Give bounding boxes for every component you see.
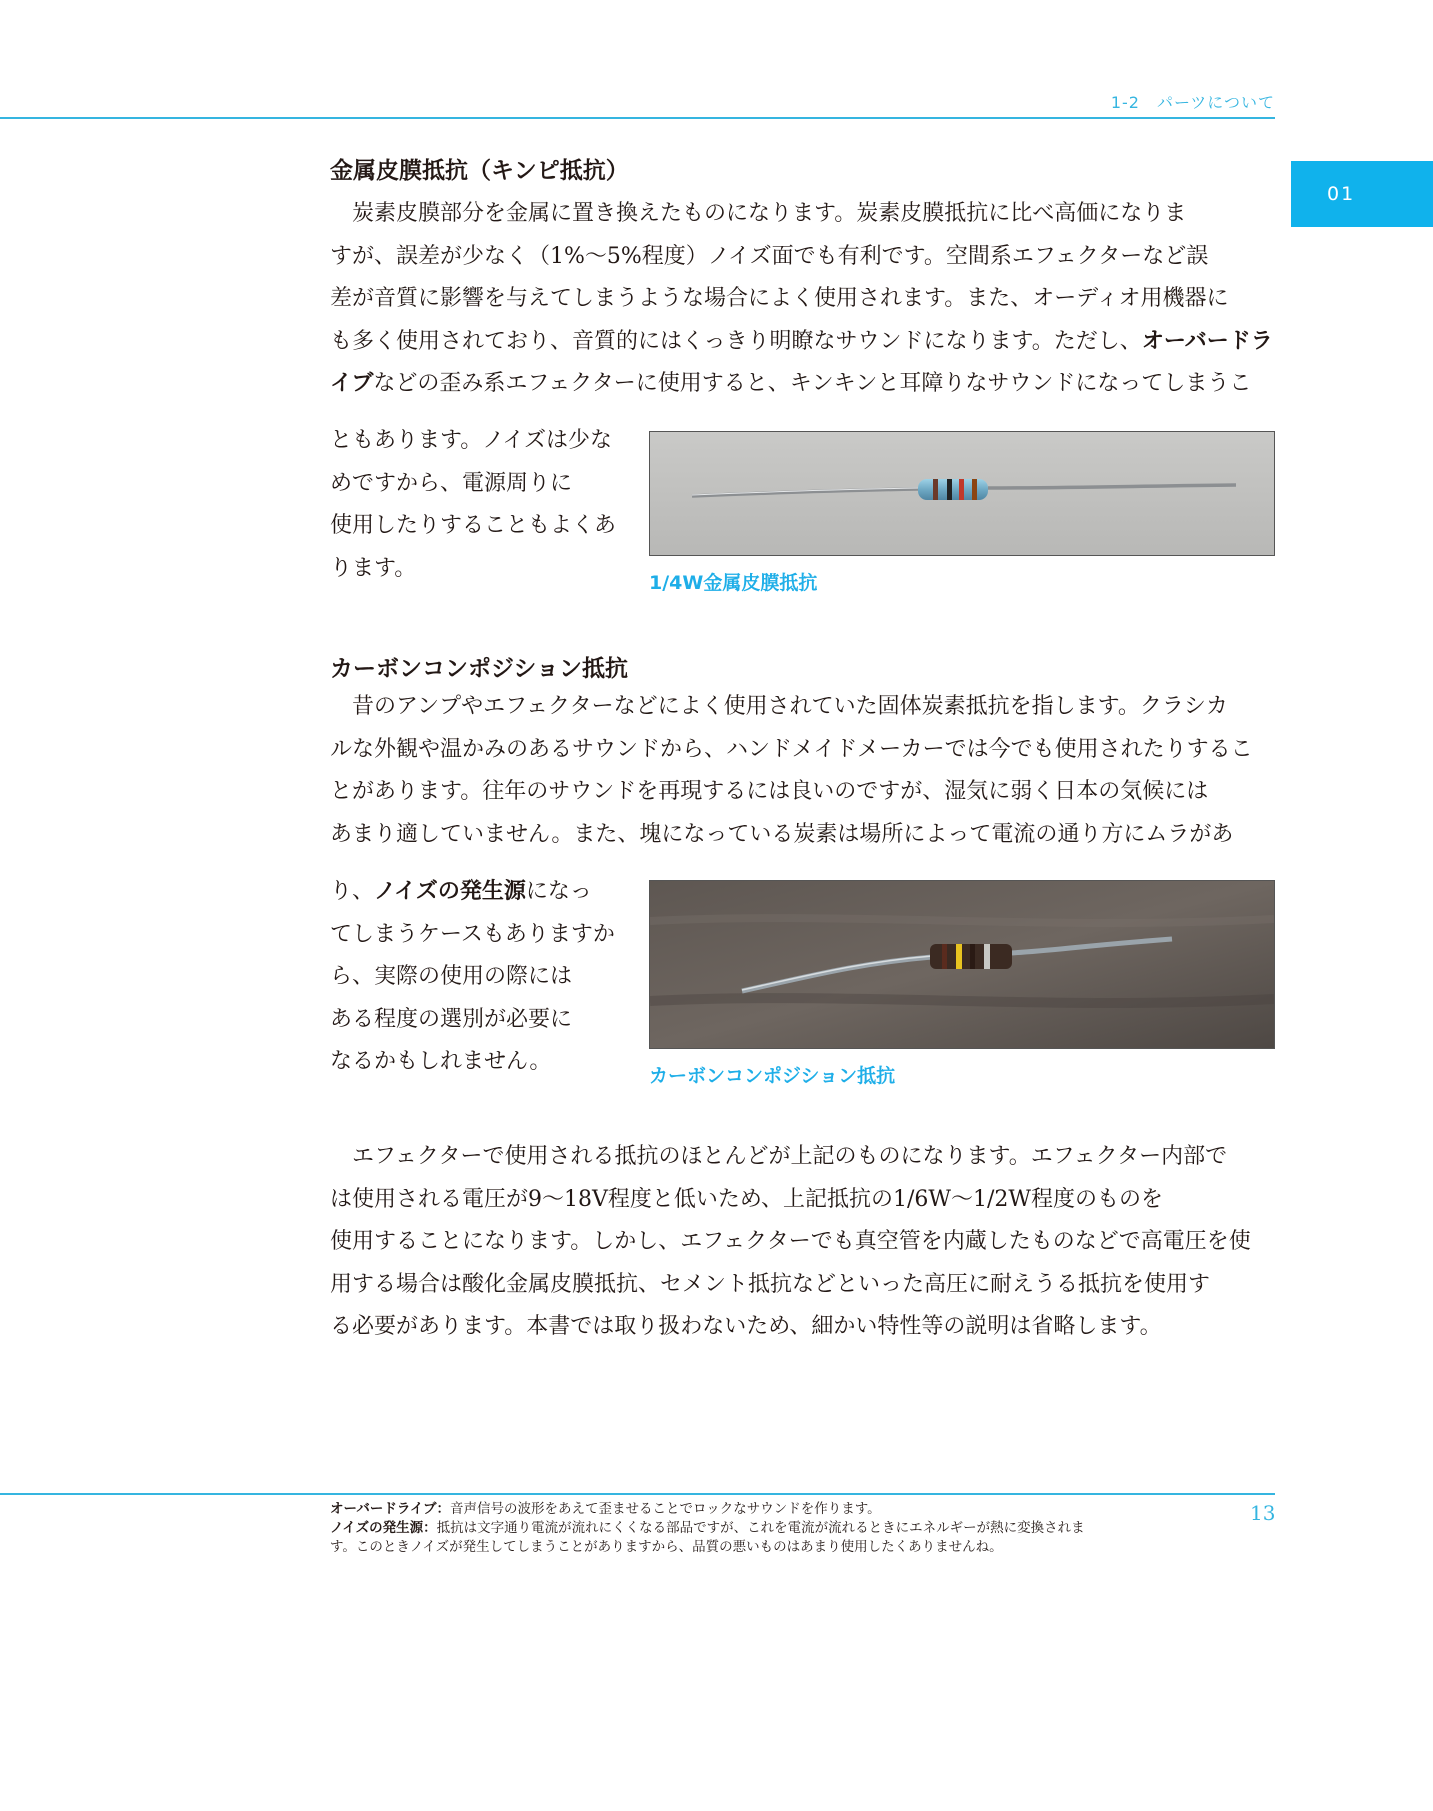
running-head: 1-2 パーツについて	[1110, 93, 1275, 112]
chapter-tab: 01	[1291, 161, 1433, 227]
text-line	[330, 321, 1275, 364]
text-line: ルな外観や温かみのあるサウンドから、ハンドメイドメーカーでは今でも使用されたりするこ	[330, 736, 1253, 762]
text-line: めですから、電源周りに	[330, 470, 573, 496]
text-span: などの歪み系エフェクターに使用すると、キンキンと耳障りなサウンドになってしまうこ	[373, 371, 1252, 396]
text-line: てしまうケースもありますか	[330, 921, 615, 947]
text-line: すが、誤差が少なく（1%〜5%程度）ノイズ面でも有利です。空間系エフェクターなど誤	[330, 243, 1209, 269]
term-overdrive: オーバードラ	[1141, 328, 1273, 354]
page-number: 13	[1250, 1501, 1276, 1525]
text-line: ある程度の選別が必要に	[330, 1006, 573, 1032]
carbon-composition-resistor-photo	[649, 880, 1275, 1049]
figure1-caption: 1/4W金属皮膜抵抗	[649, 572, 818, 594]
figure2-caption: カーボンコンポジション抵抗	[649, 1065, 896, 1087]
text-line	[330, 871, 620, 914]
term-overdrive-cont: イブ	[330, 371, 374, 396]
section2-heading: カーボンコンポジション抵抗	[330, 656, 628, 682]
resistor-illustration	[650, 432, 1274, 555]
section3-paragraph	[330, 1136, 1275, 1349]
text-line: とがあります。往年のサウンドを再現するには良いのですが、湿気に弱く日本の気候には	[330, 779, 1209, 804]
section2-paragraph	[330, 686, 1275, 856]
text-span: り、	[330, 879, 375, 904]
section2-wrap-text	[330, 871, 620, 1084]
header-rule	[0, 117, 1275, 119]
text-line: る必要があります。本書では取り扱わないため、細かい特性等の説明は省略します。	[330, 1314, 1162, 1339]
text-line: ら、実際の使用の際には	[330, 964, 573, 989]
metal-film-resistor-photo	[649, 431, 1275, 556]
term-noise-source: ノイズの発生源	[374, 879, 526, 904]
footnote-overdrive	[330, 1501, 881, 1518]
text-line: なるかもしれません。	[330, 1049, 552, 1074]
footer-rule	[0, 1493, 1275, 1495]
text-line: は使用される電圧が9〜18V程度と低いため、上記抵抗の1/6W〜1/2W程度のものを	[330, 1186, 1164, 1212]
text-span: も多く使用されており、音質的にはくっきり明瞭なサウンドになります。ただし、	[330, 328, 1142, 354]
footnote-noise-source	[330, 1520, 1085, 1537]
footnote-text: 抵抗は文字通り電流が流れにくくなる部品ですが、これを電流が流れるときにエネルギーが熱に変換されま	[436, 1520, 1085, 1536]
text-line: 差が音質に影響を与えてしまうような場合によく使用されます。また、オーディオ用機器に	[330, 286, 1229, 311]
footnote-term: オーバードライブ：	[330, 1501, 451, 1517]
resistor-illustration	[650, 881, 1274, 1048]
section1-wrap-text	[330, 420, 620, 590]
text-line: 炭素皮膜部分を金属に置き換えたものになります。炭素皮膜抵抗に比べ高価になりま	[330, 201, 1187, 226]
section1-heading: 金属皮膜抵抗（キンピ抵抗）	[330, 158, 629, 184]
text-line: 使用することになります。しかし、エフェクターでも真空管を内蔵したものなどで高電圧を使	[330, 1229, 1251, 1254]
text-line: ともあります。ノイズは少な	[330, 428, 613, 453]
footnote-noise-source-cont: す。このときノイズが発生してしまうことがありますから、品質の悪いものはあまり使用したくありませんね。	[330, 1539, 1003, 1555]
footnote-text: 音声信号の波形をあえて歪ませることでロックなサウンドを作ります。	[450, 1501, 881, 1517]
text-line	[330, 363, 1275, 406]
footnote-term: ノイズの発生源：	[330, 1520, 437, 1536]
text-line: あまり適していません。また、塊になっている炭素は場所によって電流の通り方にムラがあ	[330, 821, 1234, 847]
text-line: 用する場合は酸化金属皮膜抵抗、セメント抵抗などといった高圧に耐えうる抵抗を使用す	[330, 1271, 1211, 1297]
text-line: エフェクターで使用される抵抗のほとんどが上記のものになります。エフェクター内部で	[330, 1144, 1228, 1169]
text-span: になっ	[525, 879, 592, 904]
section1-paragraph	[330, 193, 1275, 406]
text-line: ります。	[330, 555, 417, 581]
text-line: 昔のアンプやエフェクターなどによく使用されていた固体炭素抵抗を指します。クラシカ	[330, 694, 1228, 719]
text-line: 使用したりすることもよくあ	[330, 513, 617, 538]
